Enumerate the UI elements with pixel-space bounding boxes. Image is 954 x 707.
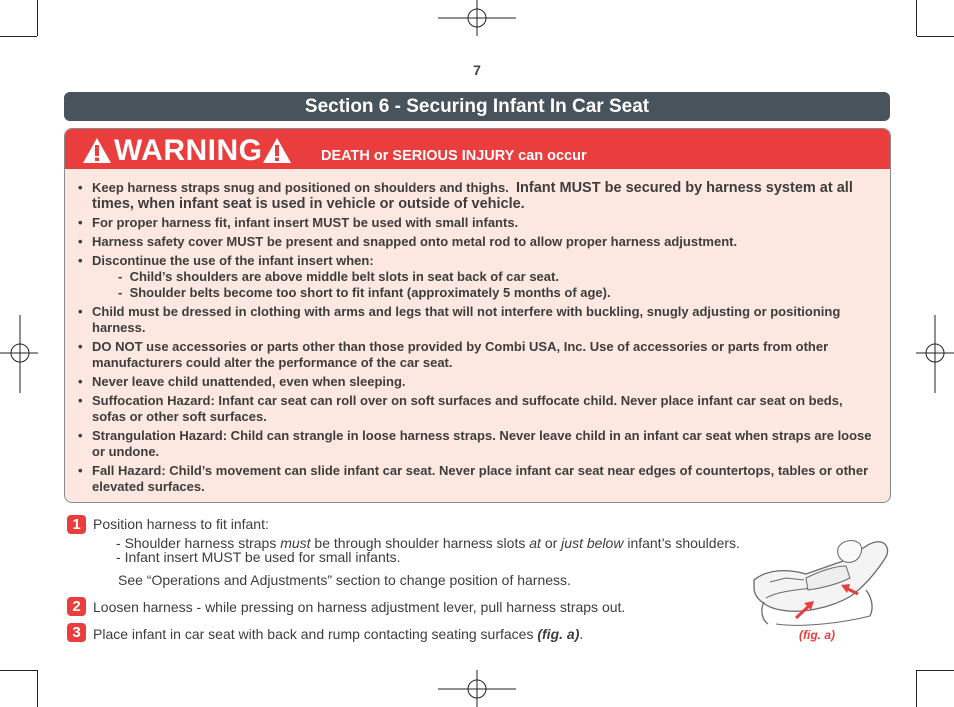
registration-mark-right [916, 315, 954, 393]
registration-mark-left [0, 315, 38, 393]
step-detail: - Shoulder harness straps must be through shoulder harness slots at or just below infant’s shoulders. [116, 535, 740, 551]
registration-mark-top [438, 0, 516, 36]
warning-subtitle: DEATH or SERIOUS INJURY can occur [321, 148, 587, 164]
warning-list [78, 180, 878, 498]
crop-mark [916, 670, 917, 707]
sub-item: - Shoulder belts become too short to fit infant (approximately 5 months of age). [118, 285, 611, 300]
step-text: Place infant in car seat with back and rump contacting seating surfaces (fig. a). [93, 626, 584, 642]
warning-header [65, 129, 890, 169]
sub-item: - Child’s shoulders are above middle belt slots in seat back of car seat. [118, 269, 559, 284]
warning-icon [82, 137, 112, 164]
warning-emphasis: Infant MUST be secured by harness system at all times, when infant seat is used in vehicle or outside of vehicle. [92, 180, 853, 212]
crop-mark [917, 670, 954, 671]
warning-title: WARNING [114, 134, 263, 167]
crop-mark [37, 670, 38, 707]
list-item: • Strangulation Hazard: Child can strangle in loose harness straps. Never leave child in an infant car seat when straps are loose or undone. [78, 428, 872, 459]
list-item: • Suffocation Hazard: Infant car seat can roll over on soft surfaces and suffocate child. Never place infant car seat on beds, sofas or other soft surfaces. [78, 393, 843, 424]
step-text: Loosen harness - while pressing on harness adjustment lever, pull harness straps out. [93, 599, 626, 615]
warning-box [64, 128, 891, 503]
warning-icon [262, 137, 292, 164]
crop-mark [0, 670, 37, 671]
list-item: • Keep harness straps snug and positioned on shoulders and thighs. Infant MUST be secured by harness system at all times, when infant seat is used in vehicle or outside of vehicle. [78, 180, 853, 212]
step-detail: - Infant insert MUST be used for small infants. [116, 549, 401, 565]
crop-mark [37, 0, 38, 36]
registration-mark-bottom [438, 670, 516, 707]
step-badge: 2 [67, 597, 86, 616]
step-note: See “Operations and Adjustments” section to change position of harness. [118, 572, 571, 588]
crop-mark [0, 36, 37, 37]
section-title: Section 6 - Securing Infant In Car Seat [64, 92, 890, 121]
list-item: • For proper harness fit, infant insert MUST be used with small infants. [78, 215, 519, 230]
step-badge: 1 [67, 515, 86, 534]
list-item: • Discontinue the use of the infant insert when: - Child’s shoulders are above middle belt slots in seat back of car seat. - Shoulder belts become too short to fit infant (approximately 5 months of age). [78, 253, 878, 301]
figure-caption: (fig. a) [799, 628, 835, 642]
step-text: Position harness to fit infant: [93, 516, 269, 532]
list-item: • Child must be dressed in clothing with arms and legs that will not interfere with buckling, snugly adjusting or positioning harness. [78, 304, 841, 335]
crop-mark [916, 0, 917, 36]
crop-mark [917, 36, 954, 37]
list-item: • Harness safety cover MUST be present and snapped onto metal rod to allow proper harness adjustment. [78, 234, 738, 249]
infant-seat-illustration [746, 530, 896, 628]
step-badge: 3 [67, 623, 86, 642]
page-number: 7 [473, 62, 481, 78]
list-item: • Fall Hazard: Child’s movement can slide infant car seat. Never place infant car seat near edges of countertops, tables or other elevated surfaces. [78, 463, 869, 494]
list-item: • DO NOT use accessories or parts other than those provided by Combi USA, Inc. Use of accessories or parts from other manufacturers could alter the performance of the car seat. [78, 339, 829, 370]
list-item: • Never leave child unattended, even when sleeping. [78, 374, 406, 389]
